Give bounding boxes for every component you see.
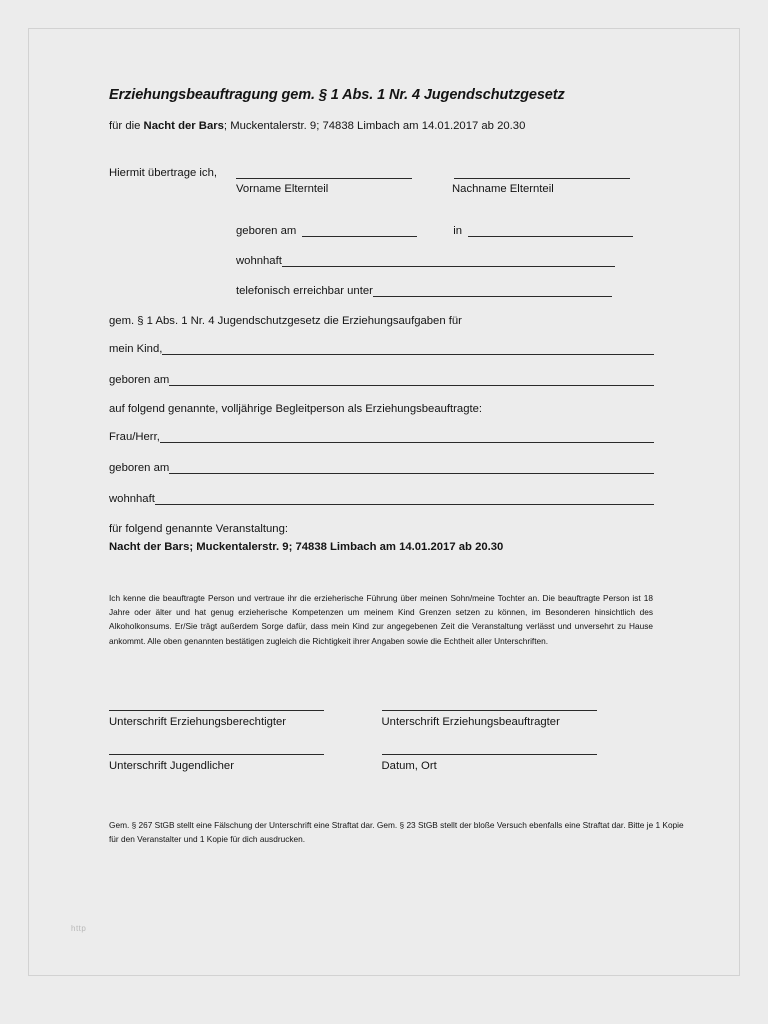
paragraph-gem-jugendschutzgesetz: gem. § 1 Abs. 1 Nr. 4 Jugendschutzgesetz die Erziehungsaufgaben für xyxy=(109,314,462,327)
field-geburtsort-elternteil[interactable] xyxy=(468,223,633,237)
field-vorname-elternteil[interactable] xyxy=(236,165,412,179)
legal-text: Ich kenne die beauftragte Person und vertraue ihr die erzieherische Führung über meinen Sohn/meine Tochter an. Die beauftragte Person ist 18 Jahre oder älter und hat genug erzieherische Kompetenzen um meinem Kind Grenzen setzen zu können, im Besonderen hinsichtlich des Alkoholkonsums. Er/Sie trägt außerdem Sorge dafür, dass mein Kind zur angegebenen Zeit die Veranstaltung verlässt und unversehrt zu Hause ankommt. Alle oben genannten bestätigen zugleich die Richtigkeit ihrer Angaben sowie die Echtheit aller Unterschriften. xyxy=(109,592,653,646)
paragraph-begleitperson: auf folgend genannte, volljährige Begleitperson als Erziehungsbeauftragte: xyxy=(109,402,483,415)
row-telefon xyxy=(236,283,654,297)
signature-label: Datum, Ort xyxy=(381,759,437,772)
label-wohnhaft-elternteil: wohnhaft xyxy=(236,254,282,267)
row-geboren-am-kind xyxy=(109,372,654,386)
signature-area xyxy=(109,710,654,772)
signature-label: Unterschrift Erziehungsbeauftragter xyxy=(381,715,560,728)
row-name-captions xyxy=(236,179,654,211)
subtitle-event-name: Nacht der Bars xyxy=(143,120,224,132)
signature-datum-ort xyxy=(382,754,655,772)
label-frau-herr: Frau/Herr, xyxy=(109,430,160,443)
label-geboren-am-begleitperson: geboren am xyxy=(109,461,170,474)
document-subtitle xyxy=(109,119,654,135)
field-geboren-am-begleitperson[interactable] xyxy=(169,460,654,474)
label-uebertrage-ich: Hiermit übertrage ich, xyxy=(109,166,217,179)
signature-erziehungsberechtigter xyxy=(109,710,382,728)
signature-jugendlicher xyxy=(109,754,382,772)
row-frau-herr xyxy=(109,429,654,443)
label-telefon: telefonisch erreichbar unter xyxy=(236,284,373,297)
caption-nachname-elternteil: Nachname Elternteil xyxy=(452,182,554,195)
document-page xyxy=(28,28,740,976)
document-content xyxy=(109,87,684,855)
signature-erziehungsbeauftragter xyxy=(382,710,655,728)
label-mein-kind: mein Kind, xyxy=(109,342,163,355)
row-geboren-in xyxy=(236,223,654,237)
field-geboren-am-kind[interactable] xyxy=(169,372,654,386)
signature-line[interactable] xyxy=(109,754,324,755)
field-nachname-elternteil[interactable] xyxy=(454,165,630,179)
field-wohnhaft-elternteil[interactable] xyxy=(282,253,615,267)
row-mein-kind xyxy=(109,341,654,355)
label-wohnhaft-begleitperson: wohnhaft xyxy=(109,492,155,505)
row-uebertrage-ich xyxy=(109,165,654,179)
row-geboren-am-begleitperson xyxy=(109,460,654,474)
signature-line[interactable] xyxy=(109,710,324,711)
signature-row-1 xyxy=(109,710,654,728)
field-wohnhaft-begleitperson[interactable] xyxy=(155,491,654,505)
caption-vorname-elternteil: Vorname Elternteil xyxy=(236,182,329,195)
value-veranstaltung: Nacht der Bars; Muckentalerstr. 9; 74838 Limbach am 14.01.2017 ab 20.30 xyxy=(109,540,504,553)
subtitle-prefix: für die xyxy=(109,120,144,132)
label-veranstaltung: für folgend genannte Veranstaltung: xyxy=(109,522,289,535)
field-telefon[interactable] xyxy=(373,283,612,297)
signature-line[interactable] xyxy=(382,754,597,755)
corner-watermark: http xyxy=(71,924,87,933)
signature-label: Unterschrift Erziehungsberechtigter xyxy=(109,715,287,728)
label-geboren-am-kind: geboren am xyxy=(109,373,170,386)
signature-row-2 xyxy=(109,754,654,772)
signature-line[interactable] xyxy=(382,710,597,711)
page-title: Erziehungsbeauftragung gem. § 1 Abs. 1 Nr. 4 Jugendschutzgesetz xyxy=(109,87,565,103)
label-in: in xyxy=(453,224,463,237)
field-geboren-am-elternteil[interactable] xyxy=(302,223,417,237)
footnote-text: Gem. § 267 StGB stellt eine Fälschung der Unterschrift eine Straftat dar. Gem. § 23 StGB stellt der bloße Versuch ebenfalls eine Straftat dar. Bitte je 1 Kopie für den Veranstalter und 1 Kopie für dich ausdrucken. xyxy=(109,819,684,845)
field-mein-kind[interactable] xyxy=(162,341,654,355)
row-wohnhaft-elternteil xyxy=(236,253,654,267)
signature-label: Unterschrift Jugendlicher xyxy=(109,759,234,772)
field-frau-herr[interactable] xyxy=(160,429,654,443)
subtitle-suffix: ; Muckentalerstr. 9; 74838 Limbach am 14.01.2017 ab 20.30 xyxy=(223,120,526,132)
row-wohnhaft-begleitperson xyxy=(109,491,654,505)
label-geboren-am-elternteil: geboren am xyxy=(236,224,297,237)
